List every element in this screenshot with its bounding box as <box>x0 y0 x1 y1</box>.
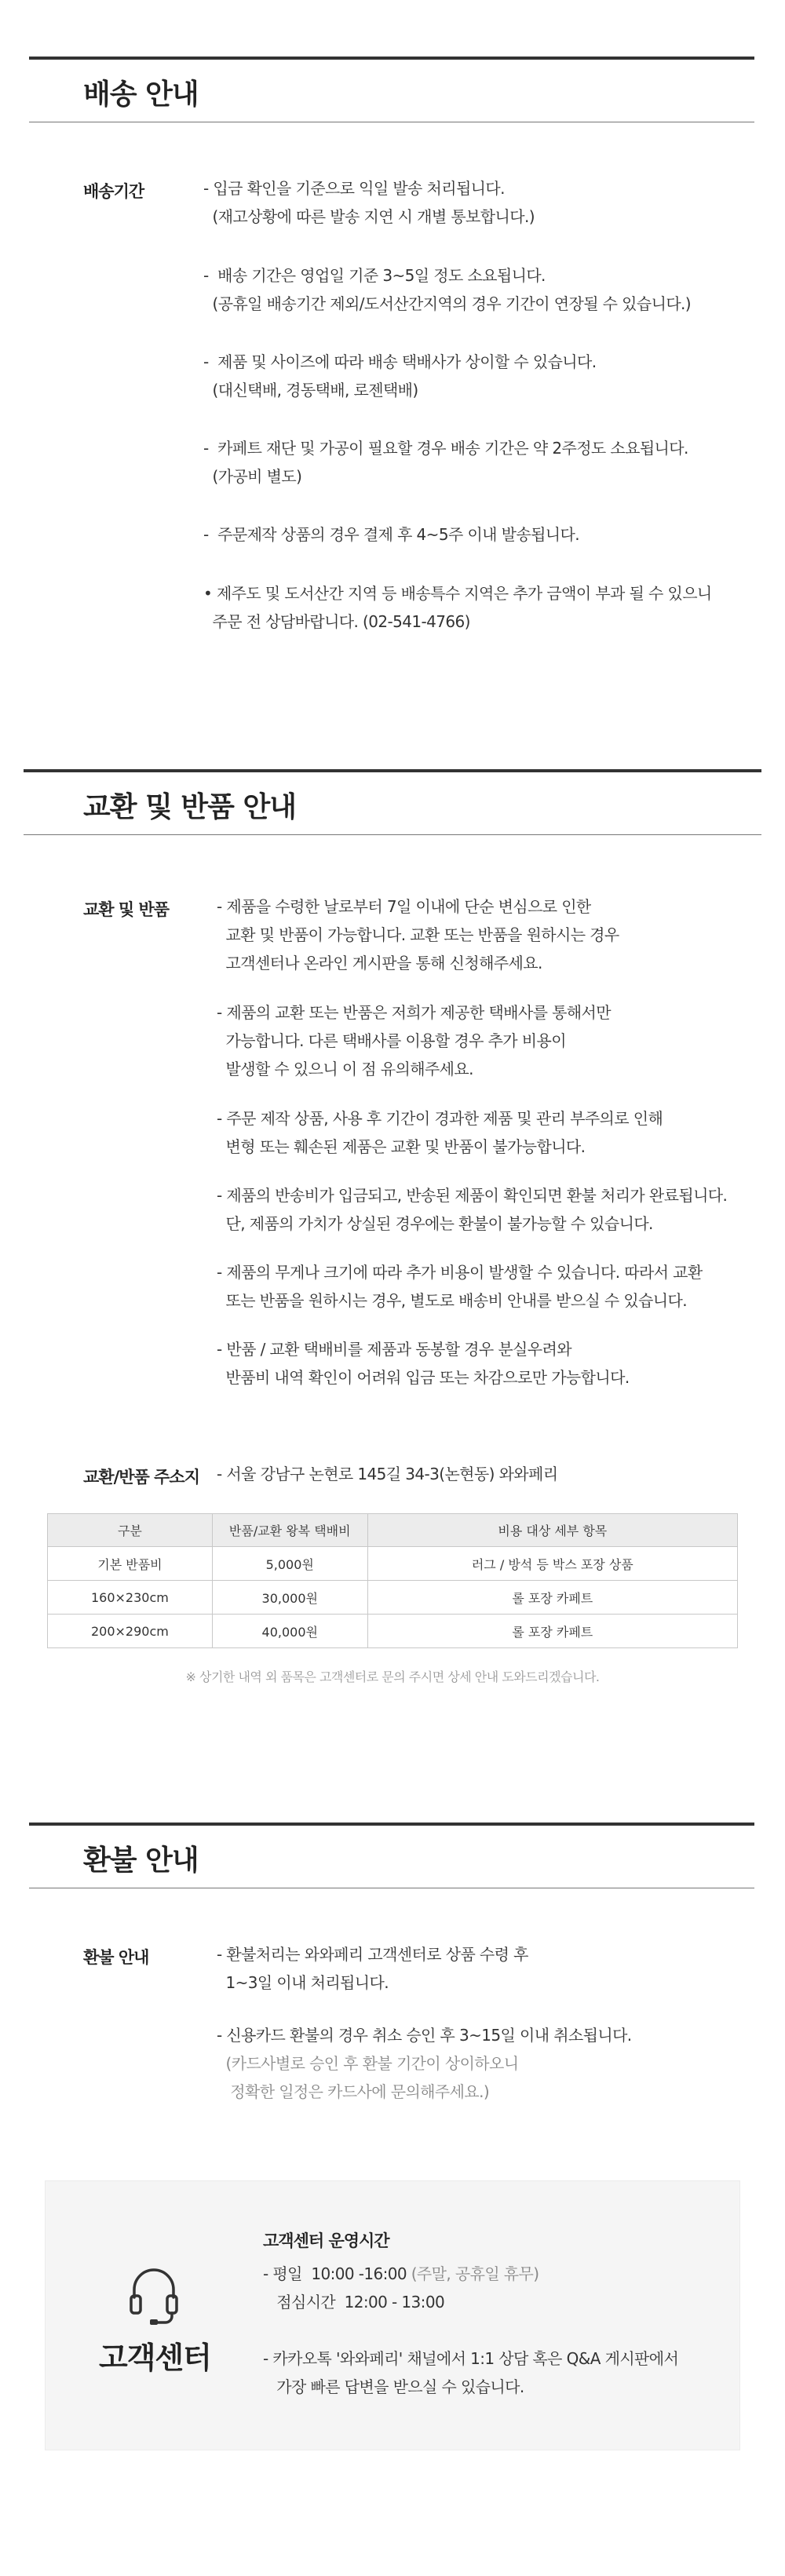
divider <box>24 834 761 835</box>
exchange-item: - 반품 / 교환 택배비를 제품과 동봉할 경우 분실우려와 반품비 내역 확인이 어려워 입금 또는 차감으로만 가능합니다. <box>217 1340 630 1387</box>
section-title: 교환 및 반품 안내 <box>83 791 297 823</box>
refund-item: - 환불처리는 와와페리 고객센터로 상품 수령 후 1~3일 이내 처리됩니다. <box>217 1945 528 1992</box>
table-header: 비용 대상 세부 항목 <box>367 1514 737 1547</box>
refund-label: 환불 안내 <box>83 1948 149 1967</box>
kakao-info: - 카카오톡 '와와페리' 채널에서 1:1 상담 혹은 Q&A 게시판에서 가장 빠른 답변을 받으실 수 있습니다. <box>263 2349 679 2396</box>
shipping-item: - 카페트 재단 및 가공이 필요할 경우 배송 기간은 약 2주정도 소요됩니다. (가공비 별도) <box>203 439 688 486</box>
table-cell: 200×290cm <box>48 1615 213 1648</box>
refund-item-note: (카드사별로 승인 후 환불 기간이 상이하오니 정확한 일정은 카드사에 문의해주세요.) <box>225 2054 519 2101</box>
table-row <box>48 1615 738 1648</box>
hours-title: 고객센터 운영시간 <box>263 2231 389 2250</box>
hours-line <box>263 2260 539 2288</box>
table-cell: 160×230cm <box>48 1581 213 1615</box>
table-cell: 롤 포장 카페트 <box>367 1615 737 1648</box>
section-title: 배송 안내 <box>83 78 199 111</box>
shipping-item: - 배송 기간은 영업일 기준 3~5일 정도 소요됩니다. (공휴일 배송기간 제외/도서산간지역의 경우 기간이 연장될 수 있습니다.) <box>203 266 691 313</box>
exchange-item: - 제품을 수령한 날로부터 7일 이내에 단순 변심으로 인한 교환 및 반품이 가능합니다. 교환 또는 반품을 원하시는 경우 고객센터나 온라인 게시판을 통해 신청해주세요. <box>217 897 619 972</box>
divider <box>24 769 761 772</box>
shipping-item: - 주문제작 상품의 경우 결제 후 4~5주 이내 발송됩니다. <box>203 525 579 544</box>
shipping-period-label: 배송기간 <box>83 182 144 201</box>
exchange-item: - 제품의 반송비가 입금되고, 반송된 제품이 확인되면 환불 처리가 완료됩니다. 단, 제품의 가치가 상실된 경우에는 환불이 불가능할 수 있습니다. <box>217 1186 728 1233</box>
refund-item: - 신용카드 환불의 경우 취소 승인 후 3~15일 이내 취소됩니다. <box>217 2026 632 2045</box>
return-address: - 서울 강남구 논현로 145길 34-3(논현동) 와와페리 <box>217 1465 558 1483</box>
headset-icon <box>126 2263 181 2326</box>
table-row <box>48 1547 738 1581</box>
closed-days: (주말, 공휴일 휴무) <box>411 2264 539 2283</box>
exchange-item: - 주문 제작 상품, 사용 후 기간이 경과한 제품 및 관리 부주의로 인해 변형 또는 훼손된 제품은 교환 및 반품이 불가능합니다. <box>217 1109 663 1156</box>
table-cell: 30,000원 <box>212 1581 367 1615</box>
weekday-hours: - 평일 10:00 -16:00 <box>263 2264 411 2283</box>
table-header: 구분 <box>48 1514 213 1547</box>
table-header-row <box>48 1514 738 1547</box>
lunch-hours: 점심시간 12:00 - 13:00 <box>263 2293 445 2311</box>
customer-center-title: 고객센터 <box>99 2341 211 2375</box>
return-address-label: 교환/반품 주소지 <box>83 1468 199 1487</box>
divider <box>29 1823 754 1826</box>
table-cell: 러그 / 방석 등 박스 포장 상품 <box>367 1547 737 1581</box>
exchange-label: 교환 및 반품 <box>83 900 170 919</box>
table-cell: 기본 반품비 <box>48 1547 213 1581</box>
section-title: 환불 안내 <box>83 1844 199 1877</box>
shipping-item: - 제품 및 사이즈에 따라 배송 택배사가 상이할 수 있습니다. (대신택배, 경동택배, 로젠택배) <box>203 352 597 400</box>
exchange-item: - 제품의 무게나 크기에 따라 추가 비용이 발생할 수 있습니다. 따라서 교환 또는 반품을 원하시는 경우, 별도로 배송비 안내를 받으실 수 있습니다. <box>217 1263 703 1310</box>
table-note: ※ 상기한 내역 외 품목은 고객센터로 문의 주시면 상세 안내 도와드리겠습니다. <box>185 1669 600 1684</box>
table-cell: 40,000원 <box>212 1615 367 1648</box>
exchange-item: - 제품의 교환 또는 반품은 저희가 제공한 택배사를 통해서만 가능합니다. 다른 택배사를 이용할 경우 추가 비용이 발생할 수 있으니 이 점 유의해주세요. <box>217 1003 611 1078</box>
table-cell: 5,000원 <box>212 1547 367 1581</box>
return-fee-table <box>47 1513 738 1648</box>
table-header: 반품/교환 왕복 택배비 <box>212 1514 367 1547</box>
table-row <box>48 1581 738 1615</box>
shipping-item: - 입금 확인을 기준으로 익일 발송 처리됩니다. (재고상황에 따른 발송 지연 시 개별 통보합니다.) <box>203 179 535 226</box>
table-cell: 롤 포장 카페트 <box>367 1581 737 1615</box>
divider <box>29 57 754 60</box>
customer-center-box <box>45 2180 740 2450</box>
shipping-item: • 제주도 및 도서산간 지역 등 배송특수 지역은 추가 금액이 부과 될 수 있으니 주문 전 상담바랍니다. (02-541-4766) <box>203 584 712 631</box>
